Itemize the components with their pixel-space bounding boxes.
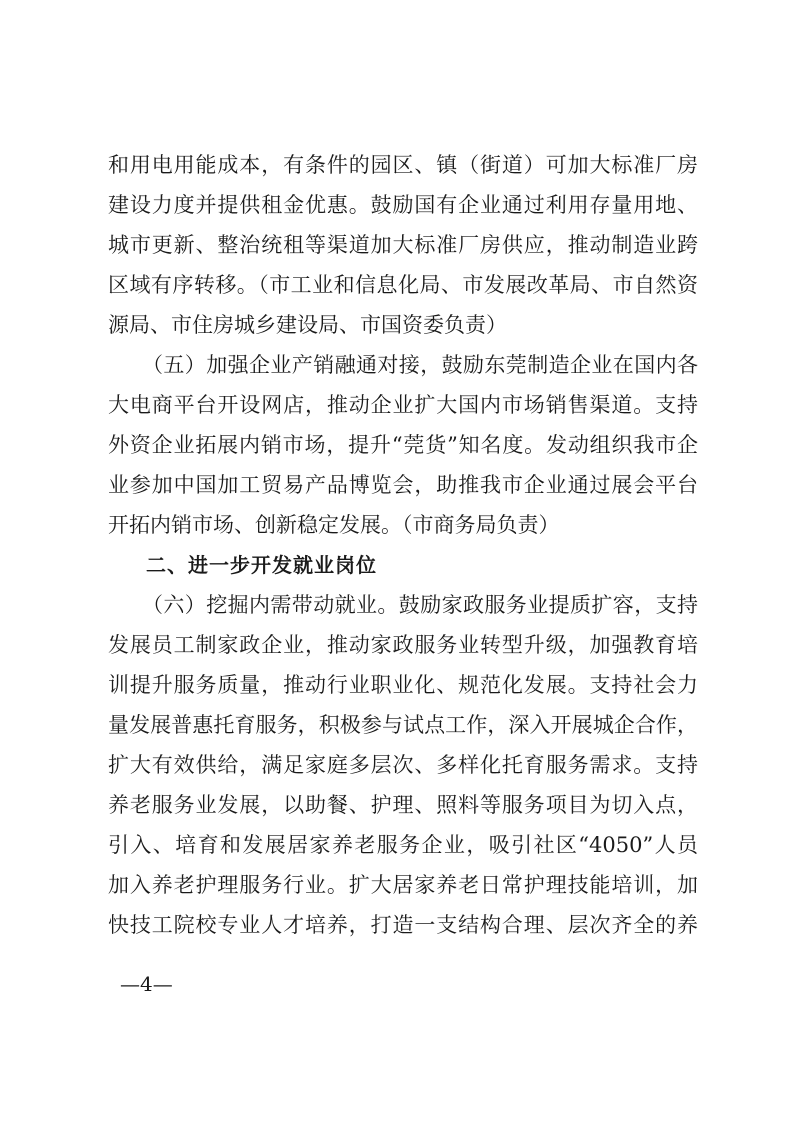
text-line: 量发展普惠托育服务，积极参与试点工作，深入开展城企合作， (108, 713, 698, 737)
text-line: 建设力度并提供租金优惠。鼓励国有企业通过利用存量用地、 (108, 193, 698, 217)
text-line: 扩大有效供给，满足家庭多层次、多样化托育服务需求。支持 (108, 753, 698, 777)
text-line: 引入、培育和发展居家养老服务企业，吸引社区“4050”人员 (108, 833, 698, 857)
text-line: 城市更新、整治统租等渠道加大标准厂房供应，推动制造业跨 (108, 233, 698, 257)
text-line: 养老服务业发展，以助餐、护理、照料等服务项目为切入点， (108, 793, 698, 817)
text-line: 源局、市住房城乡建设局、市国资委负责） (108, 313, 507, 337)
text-line: 业参加中国加工贸易产品博览会，助推我市企业通过展会平台 (108, 473, 698, 497)
text-line: 训提升服务质量，推动行业职业化、规范化发展。支持社会力 (108, 673, 698, 697)
document-body (108, 145, 698, 945)
section-heading: 二、进一步开发就业岗位 (146, 553, 377, 577)
page-number: —4— (120, 972, 173, 996)
paragraph-5-first-line: （五）加强企业产销融通对接，鼓励东莞制造企业在国内各 (142, 353, 698, 377)
text-line: 开拓内销市场、创新稳定发展。（市商务局负责） (108, 513, 560, 537)
text-line: 大电商平台开设网店，推动企业扩大国内市场销售渠道。支持 (108, 393, 698, 417)
text-line: 加入养老护理服务行业。扩大居家养老日常护理技能培训，加 (108, 873, 698, 897)
text-line: 区域有序转移。（市工业和信息化局、市发展改革局、市自然资 (108, 273, 698, 297)
text-line: 外资企业拓展内销市场，提升“莞货”知名度。发动组织我市企 (108, 433, 698, 457)
text-line: 和用电用能成本，有条件的园区、镇（街道）可加大标准厂房 (108, 153, 698, 177)
text-line: 快技工院校专业人才培养，打造一支结构合理、层次齐全的养 (108, 913, 698, 937)
text-line: 发展员工制家政企业，推动家政服务业转型升级，加强教育培 (108, 633, 698, 657)
paragraph-6-first-line: （六）挖掘内需带动就业。鼓励家政服务业提质扩容，支持 (142, 593, 698, 617)
